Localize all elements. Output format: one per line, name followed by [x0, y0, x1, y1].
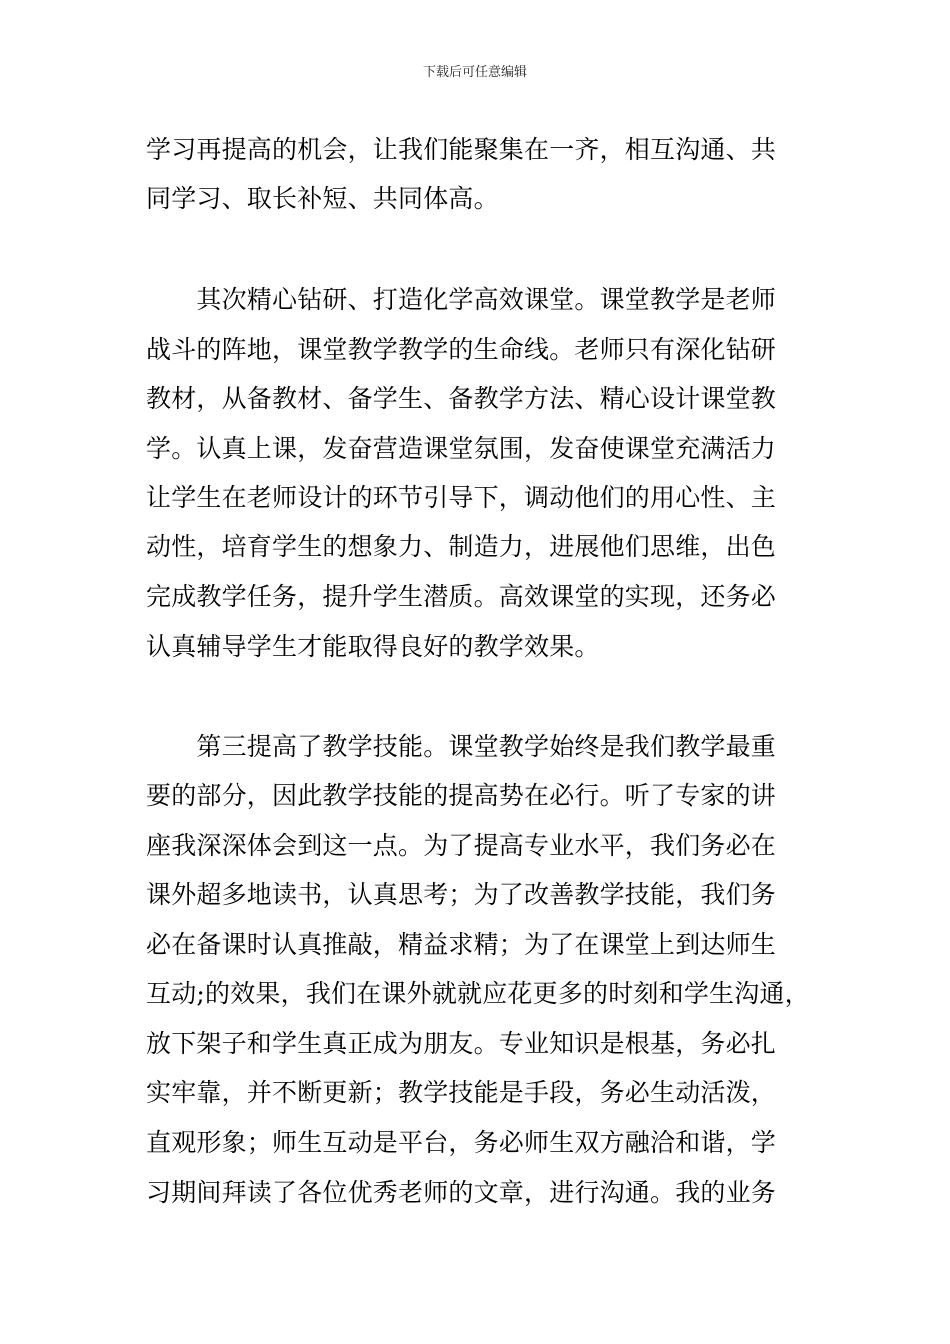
text-line: 教材，从备教材、备学生、备教学方法、精心设计课堂教: [146, 384, 777, 413]
text-line: 认真辅导学生才能取得良好的教学效果。: [146, 632, 600, 661]
text-line: 要的部分，因此教学技能的提高势在必行。听了专家的讲: [146, 781, 777, 810]
text-line: 互动;的效果，我们在课外就就应花更多的时刻和学生沟通，: [146, 979, 810, 1008]
text-line: 课外超多地读书，认真思考；为了改善教学技能，我们务: [146, 880, 777, 909]
text-line: 动性，培育学生的想象力、制造力，进展他们思维，出色: [146, 532, 777, 561]
text-line: 实牢靠，并不断更新；教学技能是手段，务必生动活泼，: [146, 1078, 777, 1107]
text-line: 放下架子和学生真正成为朋友。专业知识是根基，务必扎: [146, 1029, 777, 1058]
text-line: 必在备课时认真推敲，精益求精；为了在课堂上到达师生: [146, 930, 777, 959]
text-line: 让学生在老师设计的环节引导下，调动他们的用心性、主: [146, 483, 777, 512]
text-line: 学。认真上课，发奋营造课堂氛围，发奋使课堂充满活力: [146, 434, 777, 463]
text-line: 学习再提高的机会，让我们能聚集在一齐，相互沟通、共: [146, 135, 777, 164]
text-line: 第三提高了教学技能。课堂教学始终是我们教学最重: [146, 732, 777, 761]
text-line: 同学习、取长补短、共同体高。: [146, 184, 499, 213]
text-line: 其次精心钻研、打造化学高效课堂。课堂教学是老师: [146, 285, 777, 314]
text-line: 直观形象；师生互动是平台，务必师生双方融洽和谐，学: [146, 1128, 777, 1157]
text-line: 战斗的阵地，课堂教学教学的生命线。老师只有深化钻研: [146, 335, 777, 364]
page-header-note: 下载后可任意编辑: [422, 65, 527, 80]
text-line: 习期间拜读了各位优秀老师的文章，进行沟通。我的业务: [146, 1178, 777, 1207]
text-line: 座我深深体会到这一点。为了提高专业水平，我们务必在: [146, 831, 777, 860]
text-line: 完成教学任务，提升学生潜质。高效课堂的实现，还务必: [146, 582, 777, 611]
